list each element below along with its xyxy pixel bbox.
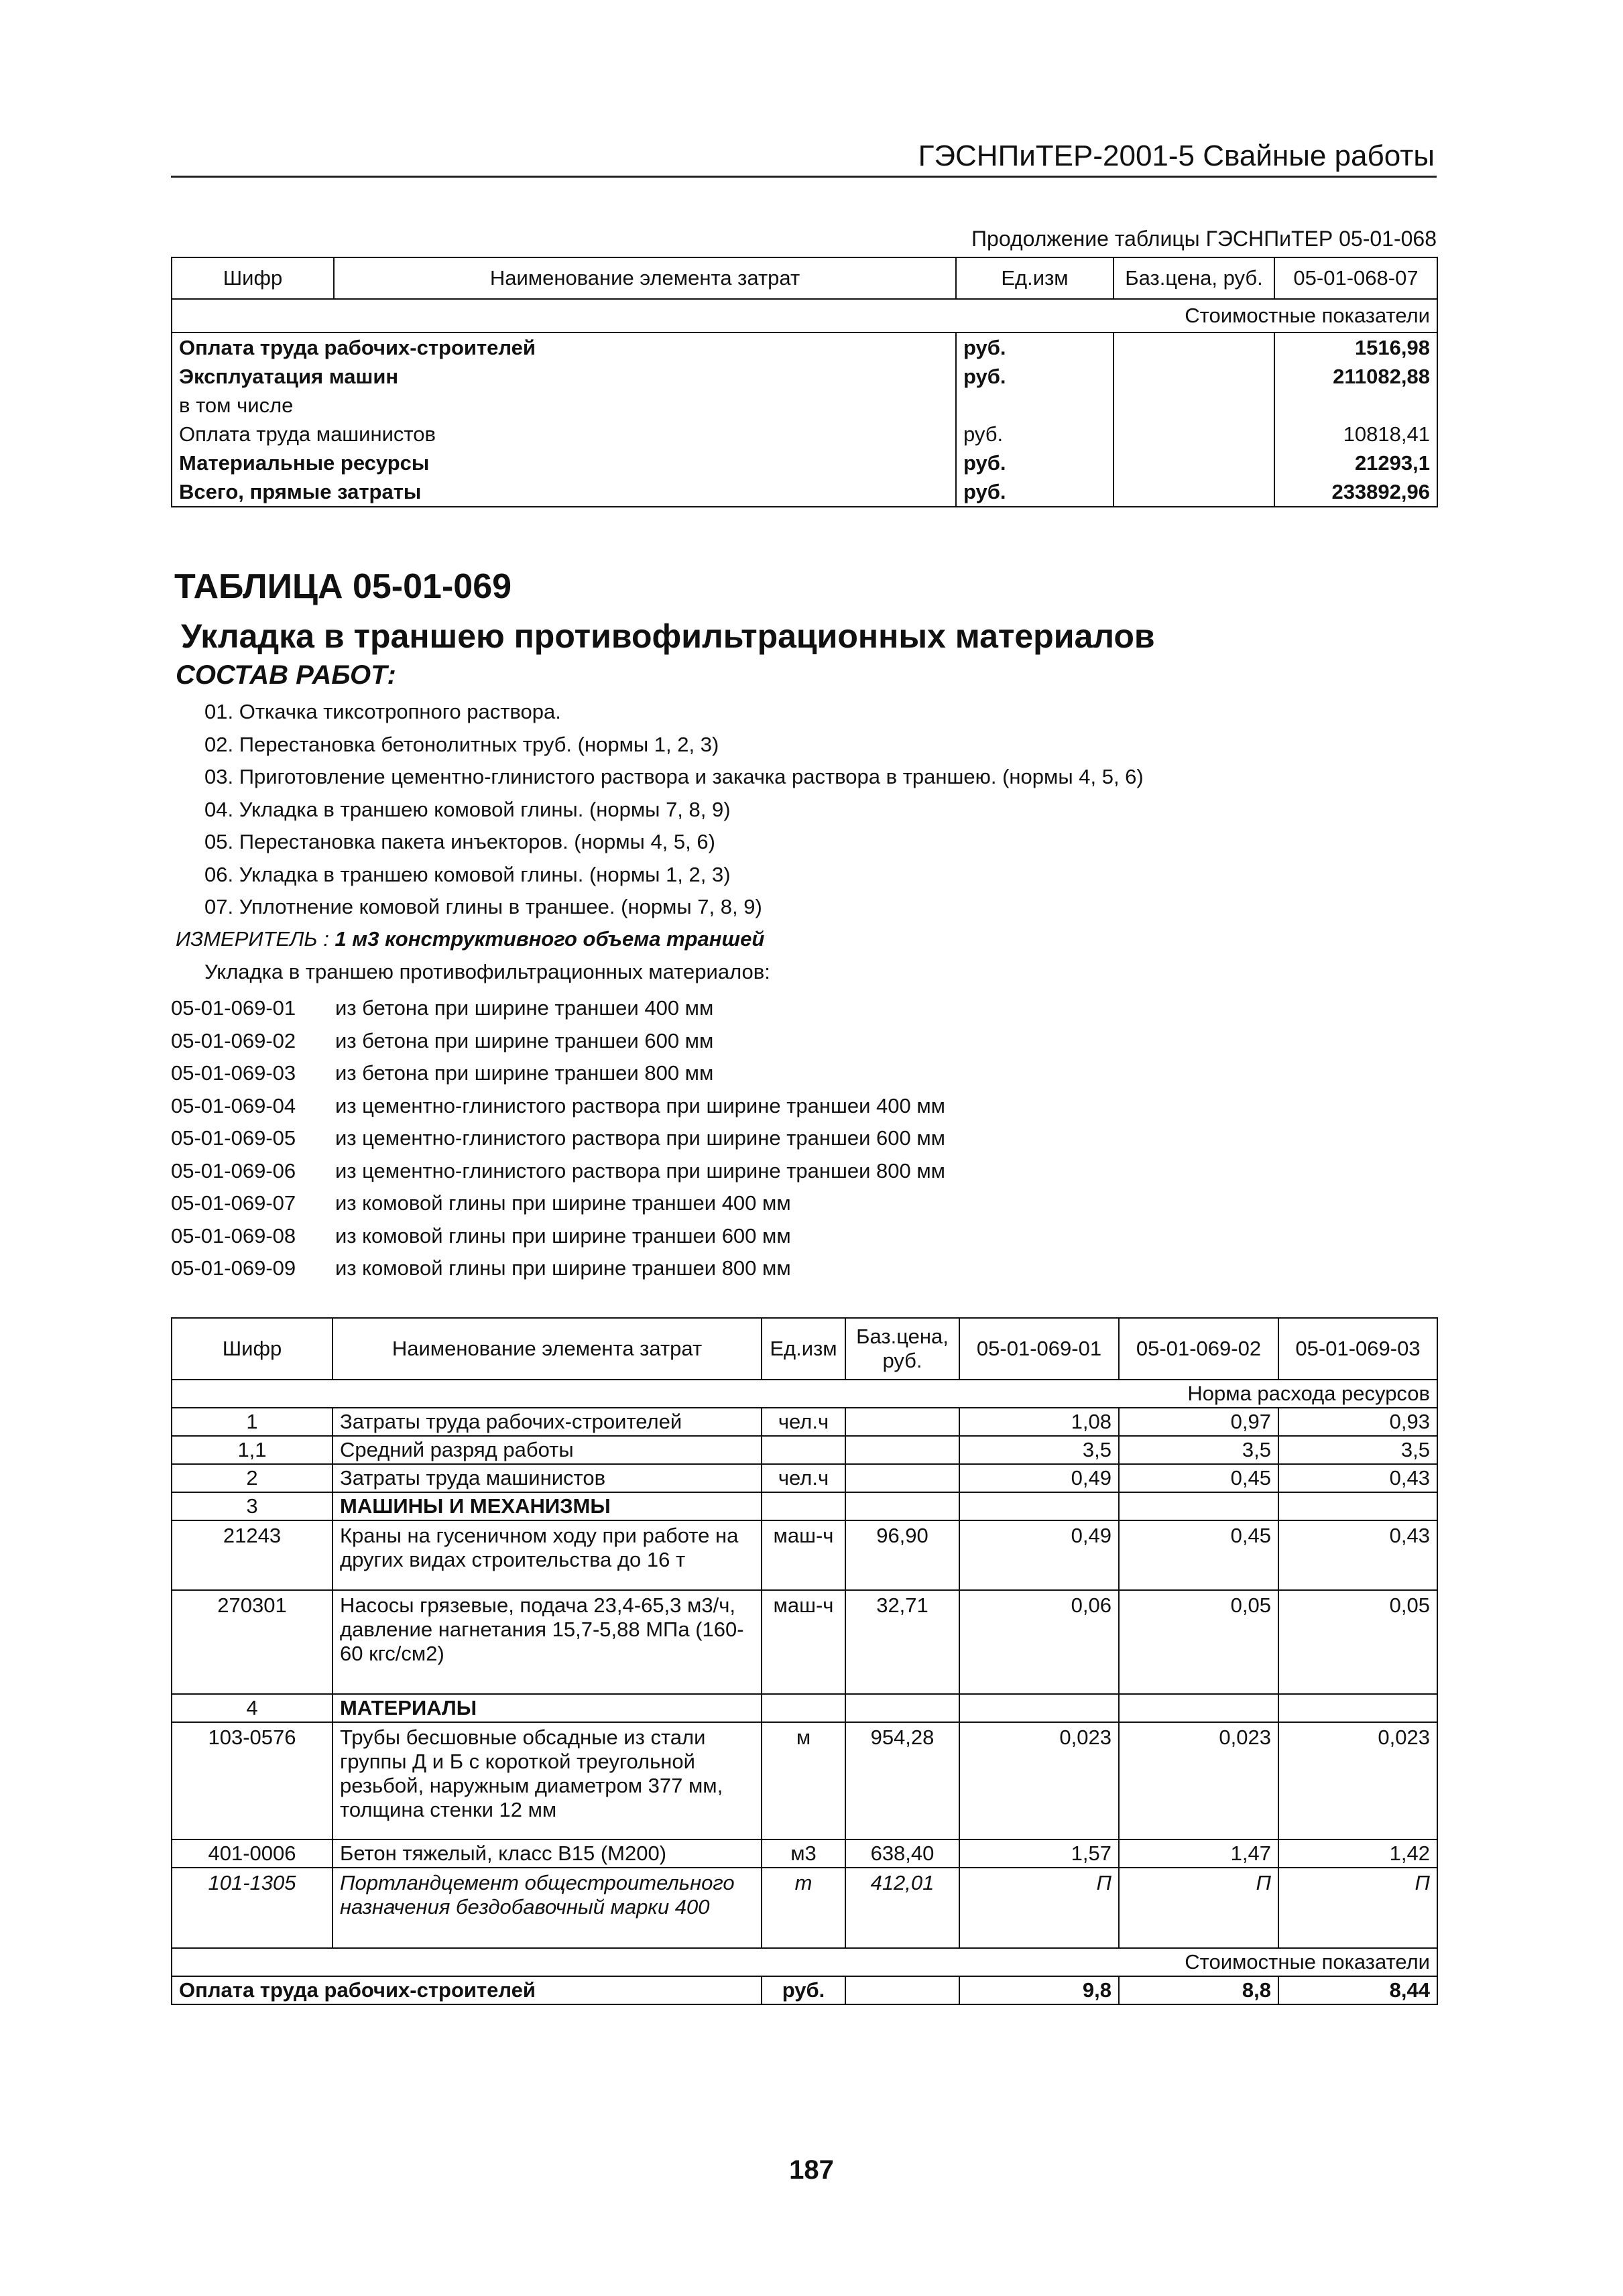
table-row: 101-1305 Портландцемент общестроительного назначения бездобавочный марки 400 т 412,01 П П П (172, 1868, 1437, 1948)
col-norm-header: 05-01-068-07 (1274, 257, 1437, 299)
prev-table (171, 257, 1438, 507)
measure-value: 1 м3 конструктивного объема траншей (335, 927, 765, 951)
list-item: 05-01-069-04 из цементно-глинистого раствора при ширине траншеи 400 мм (171, 1093, 945, 1117)
table-row: 103-0576 Трубы бесшовные обсадные из стали группы Д и Б с короткой треугольной резьбой, наружным диаметром 377 мм, толщина стенки 12 мм м 954,28 0,023 0,023 0,023 (172, 1722, 1437, 1839)
list-item: 05-01-069-02 из бетона при ширине траншеи 600 мм (171, 1028, 714, 1052)
table-row: Оплата труда рабочих-строителей руб. 9,8 8,8 8,44 (172, 1976, 1437, 2004)
table-row: в том числе (172, 391, 1437, 420)
section-cost-label: Стоимостные показатели (172, 1948, 1437, 1976)
list-item: 06. Укладка в траншею комовой глины. (нормы 1, 2, 3) (204, 862, 731, 886)
list-item: 03. Приготовление цементно-глинистого раствора и закачка раствора в траншею. (нормы 4, 5, 6) (204, 765, 1144, 788)
list-item: 05-01-069-01 из бетона при ширине траншеи 400 мм (171, 996, 714, 1020)
list-item: 02. Перестановка бетонолитных труб. (нормы 1, 2, 3) (204, 732, 719, 756)
table-row: Материальные ресурсы руб. 21293,1 (172, 448, 1437, 477)
running-header: ГЭСНПиТЕР-2001-5 Свайные работы (918, 139, 1435, 172)
col-name-header: Наименование элемента затрат (334, 257, 956, 299)
table-row: Оплата труда машинистов руб. 10818,41 (172, 420, 1437, 448)
main-table (171, 1317, 1438, 2005)
table-title: ТАБЛИЦА 05-01-069 (174, 567, 512, 606)
table-subtitle: Укладка в траншею противофильтрационных материалов (181, 617, 1155, 655)
measure-label: ИЗМЕРИТЕЛЬ : (176, 927, 329, 951)
list-item: 05. Перестановка пакета инъекторов. (нормы 4, 5, 6) (204, 830, 715, 853)
main-table-header: Шифр Наименование элемента затрат Ед.изм Баз.цена, руб. 05-01-069-01 05-01-069-02 05-01-069-03 (172, 1318, 1437, 1380)
table-row: Оплата труда рабочих-строителей руб. 1516,98 (172, 333, 1437, 362)
col-code-header: Шифр (172, 257, 334, 299)
list-item: 05-01-069-06 из цементно-глинистого раствора при ширине траншеи 800 мм (171, 1158, 945, 1183)
table-row: 401-0006 Бетон тяжелый, класс В15 (М200) м3 638,40 1,57 1,47 1,42 (172, 1839, 1437, 1868)
works-heading: СОСТАВ РАБОТ: (176, 660, 396, 690)
table-row: 21243 Краны на гусеничном ходу при работе на других видах строительства до 16 т маш-ч 96,90 0,49 0,45 0,43 (172, 1520, 1437, 1590)
table-row: 1,1 Средний разряд работы 3,5 3,5 3,5 (172, 1436, 1437, 1464)
continuation-caption: Продолжение таблицы ГЭСНПиТЕР 05-01-068 (971, 227, 1437, 251)
works-list (204, 696, 1144, 924)
list-item: 01. Откачка тиксотропного раствора. (204, 700, 561, 723)
table-row: 3 МАШИНЫ И МЕХАНИЗМЫ (172, 1492, 1437, 1520)
list-item: 07. Уплотнение комовой глины в траншее. (нормы 7, 8, 9) (204, 895, 762, 918)
measure-line (176, 927, 764, 951)
col-unit-header: Ед.изм (956, 257, 1114, 299)
list-item: 05-01-069-03 из бетона при ширине траншеи 800 мм (171, 1061, 714, 1085)
list-item: 05-01-069-09 из комовой глины при ширине траншеи 800 мм (171, 1256, 791, 1280)
list-item: 05-01-069-05 из цементно-глинистого раствора при ширине траншеи 600 мм (171, 1126, 945, 1150)
header-rule (171, 176, 1437, 178)
section-norm-label: Норма расхода ресурсов (172, 1380, 1437, 1408)
table-row: 4 МАТЕРИАЛЫ (172, 1694, 1437, 1722)
page-number: 187 (789, 2155, 834, 2185)
table-row: Эксплуатация машин руб. 211082,88 (172, 362, 1437, 391)
table-row: Всего, прямые затраты руб. 233892,96 (172, 477, 1437, 507)
table-row: 270301 Насосы грязевые, подача 23,4-65,3 м3/ч, давление нагнетания 15,7-5,88 МПа (160-60 кгс/см2) маш-ч 32,71 0,06 0,05 0,05 (172, 1590, 1437, 1694)
norms-list (171, 992, 945, 1285)
col-price-header: Баз.цена, руб. (1114, 257, 1274, 299)
list-item: 05-01-069-08 из комовой глины при ширине траншеи 600 мм (171, 1223, 791, 1248)
norms-intro: Укладка в траншею противофильтрационных материалов: (204, 960, 770, 983)
list-item: 04. Укладка в траншею комовой глины. (нормы 7, 8, 9) (204, 797, 731, 821)
table-row: 1 Затраты труда рабочих-строителей чел.ч 1,08 0,97 0,93 (172, 1408, 1437, 1436)
list-item: 05-01-069-07 из комовой глины при ширине траншеи 400 мм (171, 1191, 791, 1215)
table-row: 2 Затраты труда машинистов чел.ч 0,49 0,45 0,43 (172, 1464, 1437, 1492)
section-cost-label: Стоимостные показатели (172, 299, 1437, 333)
prev-table-header (172, 257, 1437, 299)
